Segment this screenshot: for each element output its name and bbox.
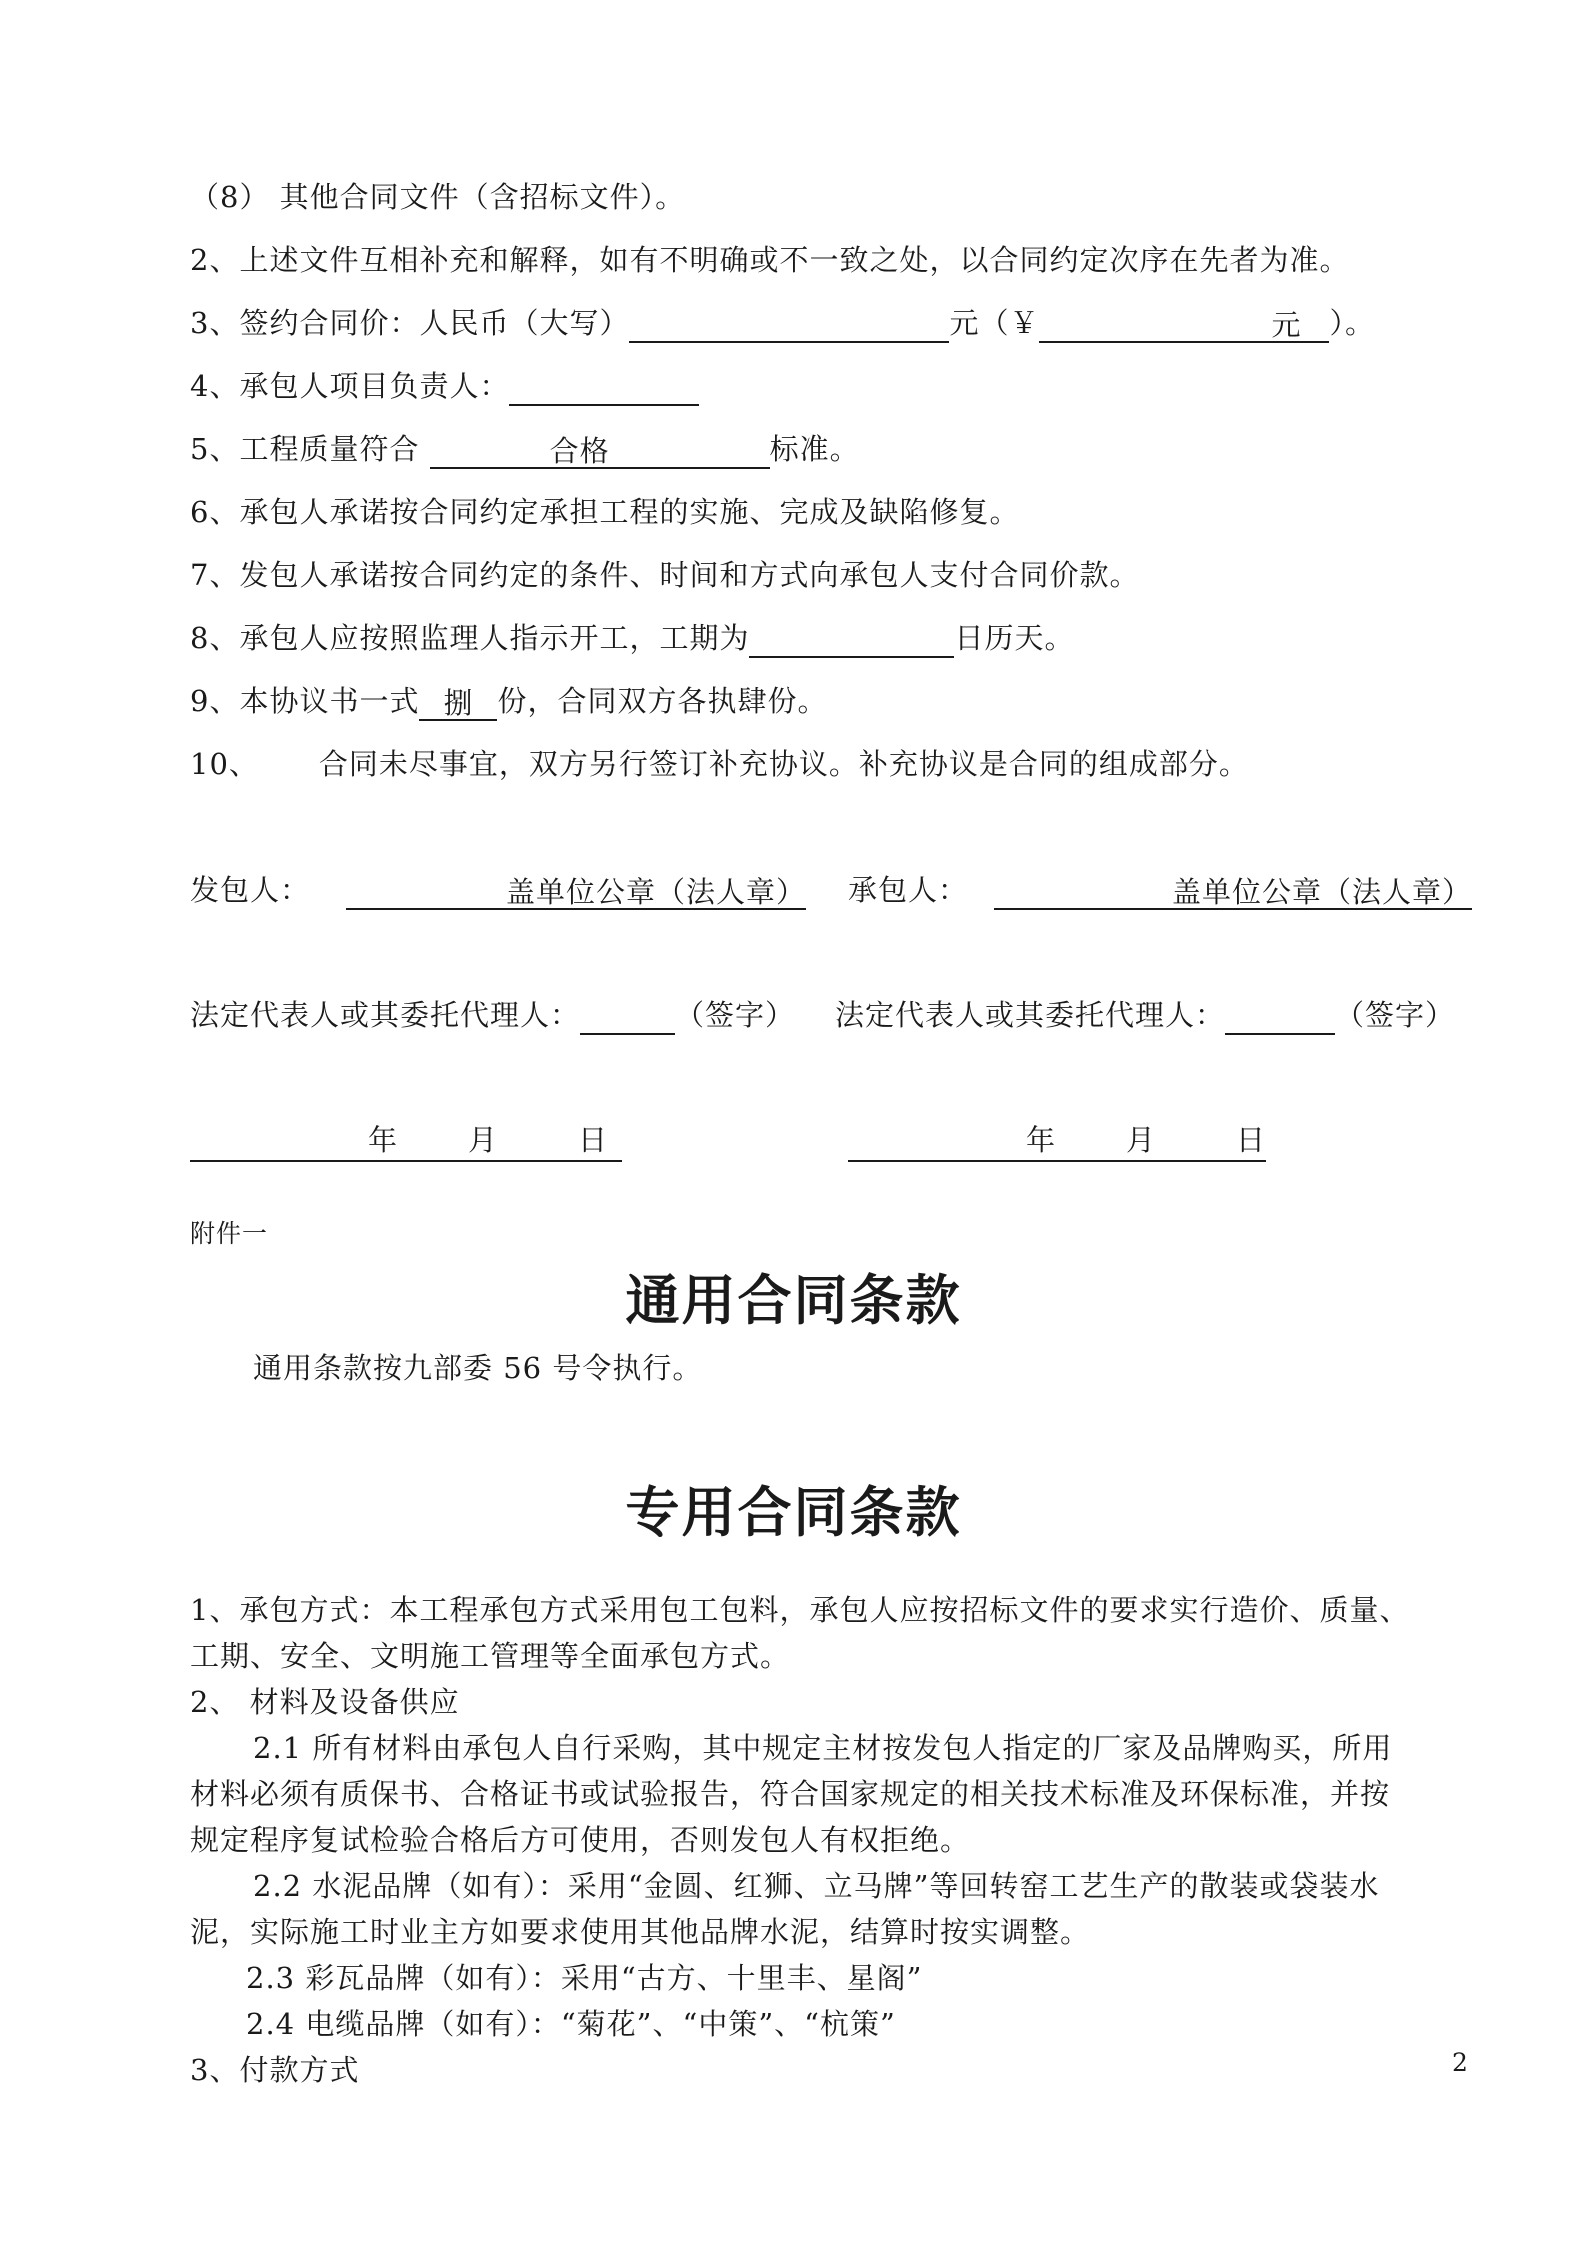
contractor-seal-blank bbox=[994, 872, 1472, 910]
quality-suffix: 标准。 bbox=[769, 432, 860, 466]
special-p2-heading: 2、 材料及设备供应 bbox=[190, 1685, 460, 1719]
contractor-representative-row bbox=[835, 995, 1455, 1035]
special-p23: 2.3 彩瓦品牌（如有）：采用“古方、十里丰、星阁” bbox=[246, 1961, 923, 1995]
employer-sign-note: （签字） bbox=[675, 998, 796, 1032]
contract-price-label: 3、签约合同价：人民币（大写） bbox=[190, 306, 630, 340]
special-p1-line2: 工期、安全、文明施工管理等全面承包方式。 bbox=[190, 1639, 791, 1673]
special-p24: 2.4 电缆品牌（如有）：“菊花”、“中策”、“杭策” bbox=[246, 2007, 896, 2041]
copies-suffix: 份，合同双方各执肆份。 bbox=[497, 684, 828, 718]
quality-label: 5、工程质量符合 bbox=[190, 432, 420, 466]
employer-seal-text: 盖单位公章（法人章） bbox=[506, 875, 807, 909]
clause-6-contractor-commitment: 6、承包人承诺按合同约定承担工程的实施、完成及缺陷修复。 bbox=[190, 495, 1020, 529]
price-figure-yuan: 元 bbox=[1271, 308, 1302, 342]
clause-5-quality bbox=[190, 429, 860, 469]
employer-date-line bbox=[190, 1120, 622, 1162]
project-manager-label: 4、承包人项目负责人： bbox=[190, 369, 510, 403]
copies-label: 9、本协议书一式 bbox=[190, 684, 420, 718]
price-figure-blank bbox=[1039, 305, 1329, 343]
price-words-blank bbox=[629, 305, 949, 343]
quality-standard-value: 合格 bbox=[549, 434, 610, 468]
clause-10-text: 合同未尽事宜，双方另行签订补充协议。补充协议是合同的组成部分。 bbox=[318, 747, 1249, 781]
clause-9-copies bbox=[190, 681, 827, 721]
contractor-date-month: 月 bbox=[1126, 1123, 1156, 1157]
clause-10-number: 10、 bbox=[190, 747, 259, 781]
employer-signature-row bbox=[190, 870, 806, 910]
quality-standard-blank bbox=[430, 431, 770, 469]
employer-seal-blank bbox=[346, 872, 806, 910]
duration-suffix: 日历天。 bbox=[954, 621, 1075, 655]
contractor-date-day: 日 bbox=[1236, 1123, 1266, 1157]
special-p21-line2: 材料必须有质保书、合格证书或试验报告，符合国家规定的相关技术标准及环保标准，并按 bbox=[190, 1777, 1391, 1811]
clause-8-other-docs: （8） 其他合同文件（含招标文件）。 bbox=[190, 180, 686, 214]
price-suffix: ）。 bbox=[1329, 306, 1375, 340]
contractor-sign-note: （签字） bbox=[1335, 998, 1456, 1032]
employer-label: 发包人： bbox=[190, 873, 311, 907]
clause-7-employer-commitment: 7、发包人承诺按合同约定的条件、时间和方式向承包人支付合同价款。 bbox=[190, 558, 1140, 592]
clause-8-duration bbox=[190, 618, 1074, 658]
clause-3-contract-price bbox=[190, 303, 1375, 343]
clause-4-project-manager bbox=[190, 366, 699, 406]
price-yuan-label: 元（￥ bbox=[949, 306, 1040, 340]
special-p1-line1: 1、承包方式：本工程承包方式采用包工包料，承包人应按招标文件的要求实行造价、质量、 bbox=[190, 1593, 1410, 1627]
special-p22-line1: 2.2 水泥品牌（如有）：采用“金圆、红狮、立马牌”等回转窑工艺生产的散装或袋装水 bbox=[253, 1869, 1380, 1903]
contractor-rep-blank bbox=[1225, 997, 1335, 1035]
contractor-label: 承包人： bbox=[848, 873, 969, 907]
employer-rep-label: 法定代表人或其委托代理人： bbox=[190, 998, 581, 1032]
contractor-seal-text: 盖单位公章（法人章） bbox=[1172, 875, 1473, 909]
project-manager-blank bbox=[509, 368, 699, 406]
special-p21-line3: 规定程序复试检验合格后方可使用，否则发包人有权拒绝。 bbox=[190, 1823, 971, 1857]
clause-10-supplement bbox=[190, 744, 1249, 784]
special-p21-line1: 2.1 所有材料由承包人自行采购，其中规定主材按发包人指定的厂家及品牌购买，所用 bbox=[253, 1731, 1393, 1765]
employer-date-year: 年 bbox=[368, 1123, 398, 1157]
employer-rep-blank bbox=[580, 997, 675, 1035]
copies-blank bbox=[419, 683, 497, 721]
contractor-date-year: 年 bbox=[1026, 1123, 1056, 1157]
clause-2-interpretation: 2、上述文件互相补充和解释，如有不明确或不一致之处，以合同约定次序在先者为准。 bbox=[190, 243, 1350, 277]
general-terms-title: 通用合同条款 bbox=[625, 1269, 962, 1332]
employer-date-day: 日 bbox=[578, 1123, 608, 1157]
general-terms-text: 通用条款按九部委 56 号令执行。 bbox=[253, 1351, 703, 1385]
copies-value: 捌 bbox=[443, 686, 474, 720]
page-number: 2 bbox=[1452, 2048, 1468, 2077]
duration-label: 8、承包人应按照监理人指示开工，工期为 bbox=[190, 621, 750, 655]
duration-blank bbox=[749, 620, 954, 658]
special-p22-line2: 泥，实际施工时业主方如要求使用其他品牌水泥，结算时按实调整。 bbox=[190, 1915, 1091, 1949]
special-p3-heading: 3、付款方式 bbox=[190, 2053, 360, 2087]
contractor-rep-label: 法定代表人或其委托代理人： bbox=[835, 998, 1226, 1032]
attachment-label: 附件一 bbox=[190, 1219, 269, 1248]
contractor-date-line bbox=[848, 1120, 1266, 1162]
contractor-signature-row bbox=[848, 870, 1472, 910]
employer-date-month: 月 bbox=[468, 1123, 498, 1157]
employer-representative-row bbox=[190, 995, 795, 1035]
special-terms-title: 专用合同条款 bbox=[625, 1481, 962, 1544]
